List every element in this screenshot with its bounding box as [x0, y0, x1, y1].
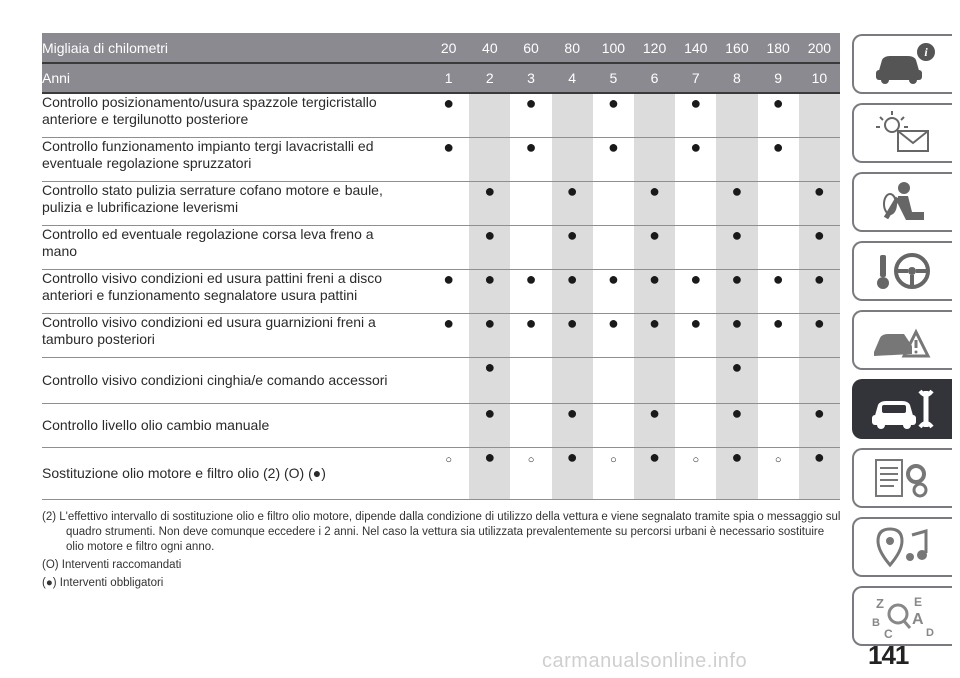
svg-text:i: i	[924, 45, 928, 59]
interval-cell	[634, 313, 675, 357]
mandatory-mark: ●	[813, 402, 825, 423]
car-wrench-icon	[868, 385, 938, 433]
interval-cell	[593, 447, 634, 499]
interval-cell	[552, 403, 593, 447]
operation-line-1: Controllo ed eventuale regolazione corsa leva freno a	[42, 225, 374, 242]
table-row	[42, 225, 840, 269]
mandatory-mark: ●	[690, 312, 702, 333]
mandatory-mark: ●	[813, 268, 825, 289]
interval-cell	[799, 313, 840, 357]
mandatory-mark: ●	[731, 312, 743, 333]
tab-warning-lights[interactable]	[852, 103, 952, 163]
interval-cell	[758, 447, 799, 499]
interval-cell	[510, 181, 551, 225]
table-row	[42, 403, 840, 447]
mandatory-mark: ●	[607, 268, 619, 289]
table-row	[42, 313, 840, 357]
mandatory-mark: ●	[813, 180, 825, 201]
interval-cell	[593, 93, 634, 137]
interval-cell	[510, 403, 551, 447]
tab-maintenance[interactable]	[852, 379, 952, 439]
maintenance-schedule-table	[42, 33, 840, 500]
interval-cell	[469, 137, 510, 181]
interval-cell	[469, 313, 510, 357]
mandatory-mark: ●	[607, 136, 619, 157]
recommended-mark: ○	[445, 453, 452, 466]
km-header-label: Migliaia di chilometri	[42, 33, 428, 63]
km-value: 80	[552, 33, 593, 63]
mandatory-mark: ●	[525, 136, 537, 157]
interval-cell	[634, 403, 675, 447]
interval-cell	[552, 181, 593, 225]
km-value: 180	[758, 33, 799, 63]
operation-line-1: Controllo funzionamento impianto tergi lavacristalli ed	[42, 137, 374, 154]
mandatory-mark: ●	[731, 402, 743, 423]
interval-cell	[510, 357, 551, 403]
mandatory-mark: ●	[649, 268, 661, 289]
interval-cell	[634, 225, 675, 269]
interval-cell	[758, 313, 799, 357]
interval-cell	[428, 181, 469, 225]
operation-line-2: anteriori e funzionamento segnalatore usura pattini	[42, 286, 358, 303]
interval-cell	[675, 269, 716, 313]
interval-cell	[716, 181, 757, 225]
mandatory-mark: ●	[484, 224, 496, 245]
year-value: 8	[716, 63, 757, 93]
operation-line-1: Controllo livello olio cambio manuale	[42, 416, 270, 433]
mandatory-mark: ●	[525, 312, 537, 333]
mandatory-mark: ●	[566, 180, 578, 201]
interval-cell	[593, 269, 634, 313]
svg-text:C: C	[884, 627, 893, 640]
years-header-row	[42, 63, 840, 93]
mandatory-mark: ●	[607, 93, 619, 113]
tab-emergency[interactable]	[852, 310, 952, 370]
operation-line-2: tamburo posteriori	[42, 330, 155, 347]
km-value: 160	[716, 33, 757, 63]
interval-cell	[675, 137, 716, 181]
km-value: 140	[675, 33, 716, 63]
interval-cell	[593, 357, 634, 403]
interval-cell	[428, 313, 469, 357]
interval-cell	[634, 269, 675, 313]
interval-cell	[593, 137, 634, 181]
interval-cell	[469, 447, 510, 499]
mandatory-mark: ●	[566, 446, 578, 467]
satnav-music-icon	[868, 523, 938, 571]
recommended-mark: ○	[774, 453, 782, 466]
operation-description	[42, 357, 428, 403]
operation-line-1: Controllo visivo condizioni ed usura pattini freni a disco	[42, 269, 383, 286]
recommended-mark: ○	[527, 453, 535, 466]
interval-cell	[675, 357, 716, 403]
interval-cell	[469, 269, 510, 313]
watermark: carmanualsonline.info	[542, 650, 748, 672]
interval-cell	[428, 403, 469, 447]
interval-cell	[634, 357, 675, 403]
years-header-label: Anni	[42, 63, 428, 93]
interval-cell	[510, 269, 551, 313]
car-info-icon	[868, 40, 938, 88]
km-value: 20	[428, 33, 469, 63]
mandatory-mark: ●	[443, 268, 455, 289]
table-row	[42, 93, 840, 137]
year-value: 4	[552, 63, 593, 93]
page-number: 141	[868, 640, 909, 670]
interval-cell	[675, 181, 716, 225]
interval-cell	[758, 269, 799, 313]
km-value: 40	[469, 33, 510, 63]
table-row	[42, 181, 840, 225]
km-value: 60	[510, 33, 551, 63]
key-steering-wheel-icon	[868, 247, 938, 295]
svg-text:B: B	[872, 617, 880, 629]
interval-cell	[428, 225, 469, 269]
tab-technical-data[interactable]	[852, 448, 952, 508]
operation-description	[42, 225, 428, 269]
interval-cell	[428, 137, 469, 181]
interval-cell	[552, 313, 593, 357]
year-value: 1	[428, 63, 469, 93]
interval-cell	[510, 225, 551, 269]
interval-cell	[716, 447, 757, 499]
year-value: 9	[758, 63, 799, 93]
km-header-row	[42, 33, 840, 63]
interval-cell	[799, 225, 840, 269]
interval-cell	[469, 93, 510, 137]
km-value: 200	[799, 33, 840, 63]
interval-cell	[675, 225, 716, 269]
mandatory-mark: ●	[731, 446, 743, 467]
chapter-tabs	[852, 34, 960, 655]
interval-cell	[675, 447, 716, 499]
operation-description	[42, 447, 428, 499]
operation-line-2: pulizia e lubrificazione leverismi	[42, 198, 239, 215]
spec-sheet-gear-icon	[868, 454, 938, 502]
year-value: 5	[593, 63, 634, 93]
operation-description	[42, 313, 428, 357]
mandatory-mark: ●	[690, 93, 702, 113]
interval-cell	[675, 403, 716, 447]
mandatory-mark: ●	[443, 312, 455, 333]
mandatory-mark: ●	[813, 312, 825, 333]
interval-cell	[552, 269, 593, 313]
mandatory-mark: ●	[525, 268, 537, 289]
interval-cell	[716, 403, 757, 447]
mandatory-mark: ●	[484, 312, 496, 333]
operation-description	[42, 137, 428, 181]
interval-cell	[634, 447, 675, 499]
svg-text:D: D	[926, 627, 934, 639]
mandatory-mark: ●	[731, 268, 743, 289]
interval-cell	[758, 181, 799, 225]
mandatory-mark: ●	[443, 136, 455, 157]
mandatory-mark: ●	[649, 180, 661, 201]
operation-description	[42, 93, 428, 137]
interval-cell	[428, 93, 469, 137]
tab-starting-driving[interactable]	[852, 241, 952, 301]
mandatory-mark: ●	[484, 446, 496, 467]
operation-line-1: Controllo visivo condizioni ed usura guarnizioni freni a	[42, 313, 376, 330]
year-value: 6	[634, 63, 675, 93]
year-value: 10	[799, 63, 840, 93]
interval-cell	[469, 181, 510, 225]
interval-cell	[428, 357, 469, 403]
interval-cell	[799, 357, 840, 403]
mandatory-mark: ●	[607, 312, 619, 333]
interval-cell	[758, 403, 799, 447]
interval-cell	[799, 403, 840, 447]
interval-cell	[716, 225, 757, 269]
interval-cell	[716, 357, 757, 403]
interval-cell	[428, 269, 469, 313]
interval-cell	[675, 313, 716, 357]
operation-line-1: Sostituzione olio motore e filtro olio (2) (O) (●)	[42, 464, 326, 481]
operation-description	[42, 403, 428, 447]
interval-cell	[799, 269, 840, 313]
interval-cell	[469, 403, 510, 447]
footnote-recommended: (O) Interventi raccomandati	[42, 559, 182, 571]
mandatory-mark: ●	[649, 446, 661, 467]
mandatory-mark: ●	[566, 268, 578, 289]
operation-line-1: Controllo posizionamento/usura spazzole tergicristallo	[42, 94, 377, 110]
mandatory-mark: ●	[484, 356, 496, 377]
table-row	[42, 357, 840, 403]
mandatory-mark: ●	[690, 268, 702, 289]
operation-line-2: anteriore e tergilunotto posteriore	[42, 111, 249, 127]
interval-cell	[716, 137, 757, 181]
interval-cell	[758, 225, 799, 269]
interval-cell	[799, 447, 840, 499]
interval-cell	[552, 93, 593, 137]
year-value: 2	[469, 63, 510, 93]
interval-cell	[675, 93, 716, 137]
operation-description	[42, 181, 428, 225]
table-body	[42, 93, 840, 499]
mandatory-mark: ●	[484, 180, 496, 201]
operation-line-2: eventuale regolazione spruzzatori	[42, 154, 252, 171]
mandatory-mark: ●	[690, 136, 702, 157]
interval-cell	[634, 93, 675, 137]
mandatory-mark: ●	[649, 312, 661, 333]
interval-cell	[469, 225, 510, 269]
recommended-mark: ○	[692, 453, 700, 466]
mandatory-mark: ●	[525, 93, 537, 113]
mandatory-mark: ●	[484, 268, 496, 289]
svg-text:E: E	[914, 595, 923, 609]
mandatory-mark: ●	[566, 224, 578, 245]
interval-cell	[799, 137, 840, 181]
interval-cell	[552, 447, 593, 499]
interval-cell	[593, 403, 634, 447]
table-row	[42, 137, 840, 181]
year-value: 3	[510, 63, 551, 93]
interval-cell	[799, 93, 840, 137]
mandatory-mark: ●	[649, 402, 661, 423]
mandatory-mark: ●	[731, 356, 743, 377]
interval-cell	[758, 357, 799, 403]
interval-cell	[510, 137, 551, 181]
mandatory-mark: ●	[813, 224, 825, 245]
svg-text:A: A	[912, 611, 924, 628]
operation-line-2: mano	[42, 242, 78, 259]
km-value: 120	[634, 33, 675, 63]
interval-cell	[552, 357, 593, 403]
airbag-seat-icon	[868, 178, 938, 226]
recommended-mark: ○	[610, 453, 617, 466]
mandatory-mark: ●	[566, 402, 578, 423]
table-row	[42, 269, 840, 313]
footnote-oil-interval: (2) L'effettivo intervallo di sostituzione olio e filtro olio motore, dipende dalla condizione di utilizzo della vettura e viene segnalato tramite spia o messaggio sul quadro strumenti. Non deve comunque eccedere i 2 anni. Nel caso la vettura sia utilizzata prevalentemente su percorsi urbani è necessario sostituire olio motore e filtro ogni anno.	[42, 511, 841, 553]
interval-cell	[716, 93, 757, 137]
alphabetical-index-icon	[868, 592, 938, 640]
mandatory-mark: ●	[772, 136, 784, 157]
interval-cell	[593, 313, 634, 357]
tab-multimedia[interactable]	[852, 517, 952, 577]
operation-description	[42, 269, 428, 313]
operation-line-1: Controllo visivo condizioni cinghia/e comando accessori	[42, 371, 388, 388]
interval-cell	[552, 225, 593, 269]
interval-cell	[799, 181, 840, 225]
mandatory-mark: ●	[443, 93, 455, 113]
mandatory-mark: ●	[731, 224, 743, 245]
interval-cell	[510, 447, 551, 499]
mandatory-mark: ●	[731, 180, 743, 201]
interval-cell	[469, 357, 510, 403]
interval-cell	[634, 137, 675, 181]
interval-cell	[593, 225, 634, 269]
table-row	[42, 447, 840, 499]
km-value: 100	[593, 33, 634, 63]
interval-cell	[634, 181, 675, 225]
interval-cell	[510, 93, 551, 137]
interval-cell	[510, 313, 551, 357]
svg-text:Z: Z	[876, 596, 884, 611]
interval-cell	[758, 137, 799, 181]
mandatory-mark: ●	[484, 402, 496, 423]
mandatory-mark: ●	[566, 312, 578, 333]
tab-safety[interactable]	[852, 172, 952, 232]
operation-line-1: Controllo stato pulizia serrature cofano motore e baule,	[42, 181, 383, 198]
footnotes	[42, 510, 842, 594]
mandatory-mark: ●	[772, 268, 784, 289]
warning-light-mail-icon	[868, 109, 938, 157]
interval-cell	[593, 181, 634, 225]
mandatory-mark: ●	[649, 224, 661, 245]
mandatory-mark: ●	[772, 93, 784, 113]
car-accident-icon	[868, 316, 938, 364]
interval-cell	[716, 313, 757, 357]
footnote-mandatory: (●) Interventi obbligatori	[42, 577, 164, 589]
tab-index[interactable]	[852, 586, 952, 646]
interval-cell	[428, 447, 469, 499]
year-value: 7	[675, 63, 716, 93]
mandatory-mark: ●	[772, 312, 784, 333]
tab-car-info[interactable]	[852, 34, 952, 94]
mandatory-mark: ●	[813, 446, 825, 467]
interval-cell	[716, 269, 757, 313]
interval-cell	[552, 137, 593, 181]
interval-cell	[758, 93, 799, 137]
